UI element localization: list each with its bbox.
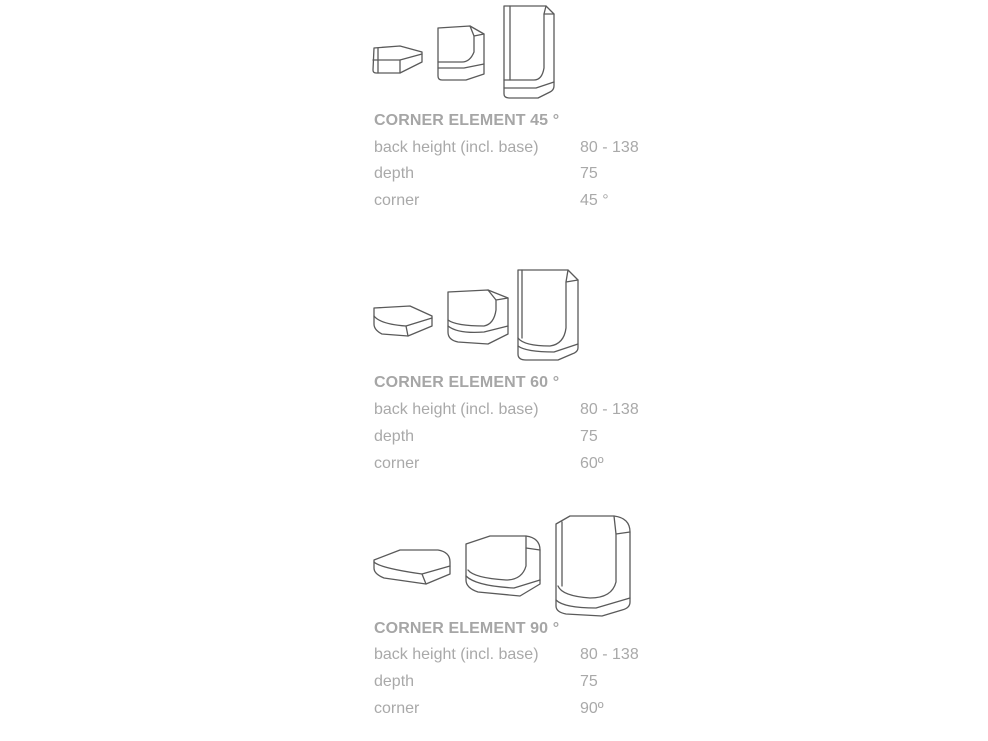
spec-row-depth [374,428,674,450]
spec-row-corner [374,192,674,214]
section-title: CORNER ELEMENT 60 ° [374,374,560,391]
spec-row-depth [374,673,674,695]
spec-label: depth [374,165,415,182]
spec-value: 80 - 138 [580,139,639,156]
spec-label: back height (incl. base) [374,646,539,663]
corner-90-base-drawing [370,544,456,590]
spec-value: 90º [580,700,604,717]
section-title: CORNER ELEMENT 90 ° [374,620,560,637]
spec-value: 75 [580,428,598,445]
section-title: CORNER ELEMENT 45 ° [374,112,560,129]
spec-row-corner [374,455,674,477]
spec-value: 60º [580,455,604,472]
spec-row-back-height [374,646,674,668]
spec-label: back height (incl. base) [374,139,539,156]
corner-90-high-back-drawing [550,512,640,622]
spec-row-corner [374,700,674,722]
spec-row-back-height [374,401,674,423]
corner-45-base-drawing [370,40,430,80]
spec-value: 80 - 138 [580,646,639,663]
spec-label: depth [374,428,415,445]
spec-value: 75 [580,165,598,182]
spec-row-back-height [374,139,674,161]
spec-row-depth [374,165,674,187]
corner-60-base-drawing [370,300,440,342]
spec-label: back height (incl. base) [374,401,539,418]
corner-90-low-back-drawing [460,532,548,600]
corner-45-low-back-drawing [434,22,494,84]
corner-60-low-back-drawing [444,286,514,348]
spec-label: depth [374,673,415,690]
spec-label: corner [374,700,420,717]
spec-label: corner [374,455,420,472]
spec-label: corner [374,192,420,209]
corner-45-high-back-drawing [500,2,560,104]
corner-60-high-back-drawing [514,266,584,366]
spec-value: 80 - 138 [580,401,639,418]
spec-value: 75 [580,673,598,690]
spec-value: 45 ° [580,192,609,209]
